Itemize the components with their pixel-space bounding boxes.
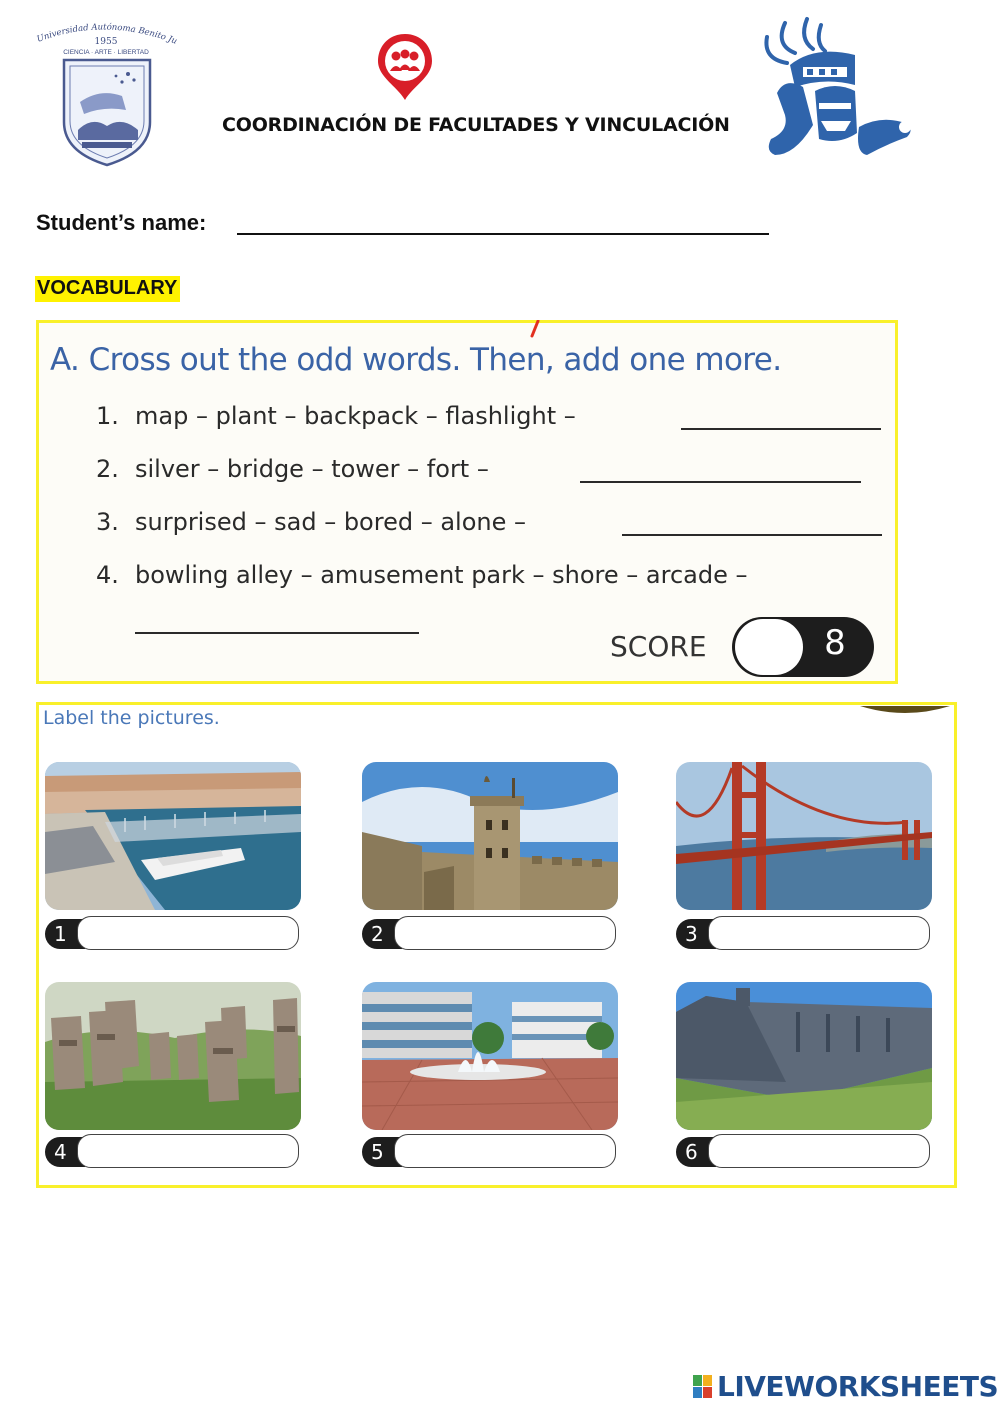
item-number: 1. [96,402,119,430]
answer-blank-3[interactable] [622,534,882,536]
seal-arc-text: Universidad Autónoma Benito Ju [35,22,179,47]
tower-photo [362,762,618,910]
item-number: 4. [96,561,119,589]
bridge-photo [676,762,932,910]
label-input-6[interactable] [708,1134,930,1168]
label-number: 2 [362,919,402,949]
label-row [676,916,932,952]
fort-photo [676,982,932,1130]
zapotec-mask-logo-icon [755,15,920,170]
footer-brand[interactable]: LIVEWORKSHEETS [717,1370,999,1403]
score-label: SCORE [610,630,707,663]
label-number: 3 [676,919,716,949]
item-text: bowling alley – amusement park – shore – arcade – [135,561,748,589]
corner-decoration [860,703,950,713]
university-seal-icon [30,22,180,167]
student-name-label: Student’s name: [36,210,207,235]
label-number: 1 [45,919,85,949]
seal-motto: CIENCIA · ARTE · LIBERTAD [63,49,149,56]
answer-blank-2[interactable] [580,481,861,483]
label-row [362,916,618,952]
label-input-4[interactable] [77,1134,299,1168]
answer-blank-1[interactable] [681,428,881,430]
item-number: 2. [96,455,119,483]
exercise-a-title: A. Cross out the odd words. Then, add one more. [50,342,782,378]
harbor-photo [45,762,301,910]
location-pin-logo-icon [375,30,435,102]
label-input-5[interactable] [394,1134,616,1168]
score-total: 8 [824,623,846,663]
exercise-b-title: Label the pictures. [43,707,220,729]
score-input[interactable] [735,619,803,675]
label-number: 4 [45,1137,85,1167]
item-text: silver – bridge – tower – fort – [135,455,489,483]
label-input-2[interactable] [394,916,616,950]
label-row [676,1134,932,1170]
label-number: 5 [362,1137,402,1167]
label-number: 6 [676,1137,716,1167]
answer-blank-4[interactable] [135,632,419,634]
label-row [362,1134,618,1170]
item-text: map – plant – backpack – flashlight – [135,402,576,430]
item-number: 3. [96,508,119,536]
label-input-3[interactable] [708,916,930,950]
item-text: surprised – sad – bored – alone – [135,508,526,536]
student-name-field[interactable] [237,233,769,235]
seal-year: 1955 [94,37,118,47]
page-title: COORDINACIÓN DE FACULTADES Y VINCULACIÓN [222,114,730,136]
label-row [45,1134,301,1170]
liveworksheets-logo-icon [693,1375,713,1399]
plaza-fountain-photo [362,982,618,1130]
statues-photo [45,982,301,1130]
label-input-1[interactable] [77,916,299,950]
section-heading: VOCABULARY [35,276,180,302]
label-row [45,916,301,952]
pen-mark-icon [528,320,542,338]
